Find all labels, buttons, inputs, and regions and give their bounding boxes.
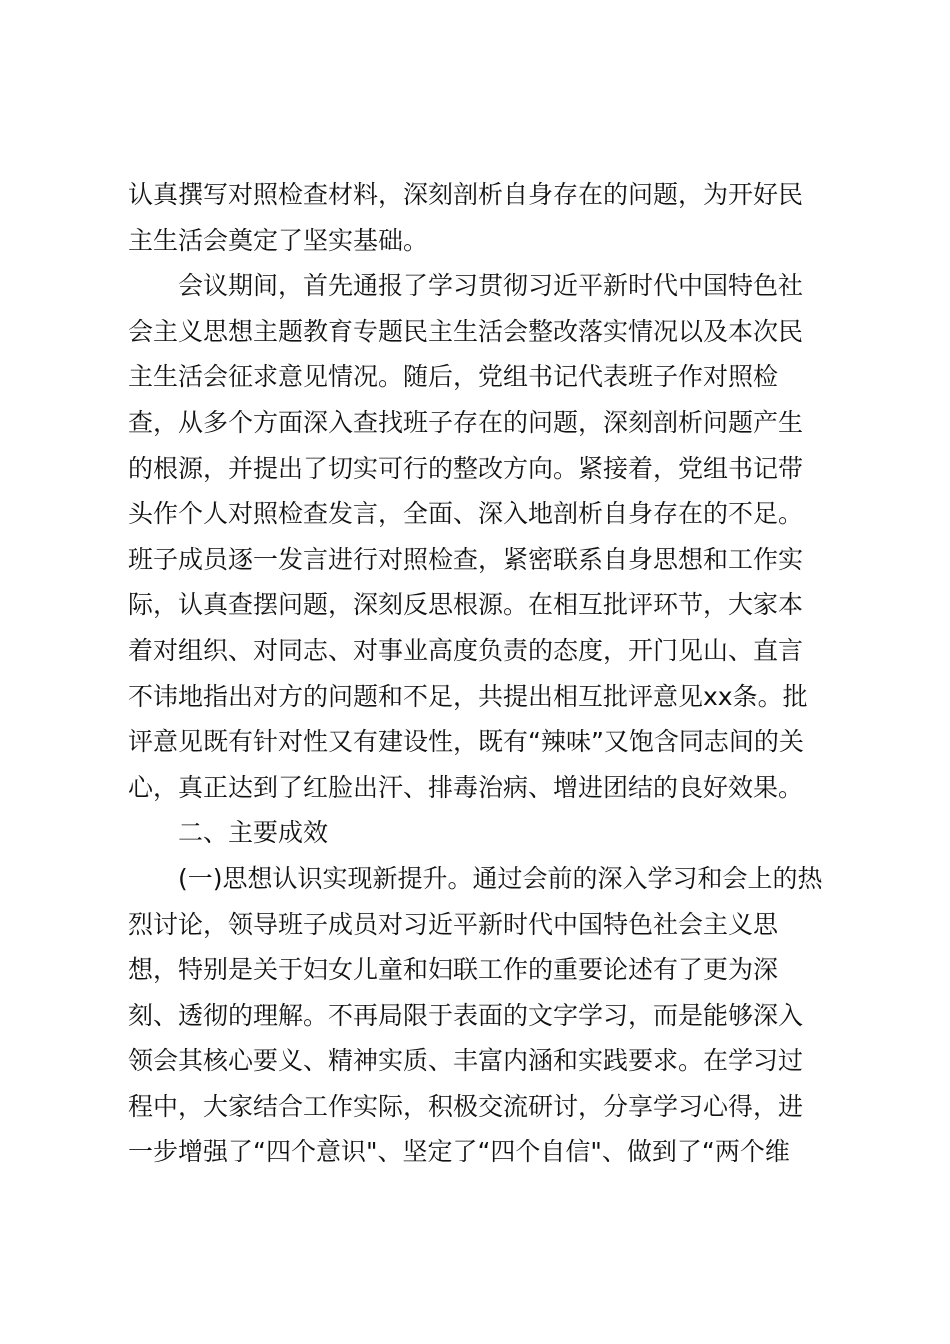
text-line-10: 际，认真查摆问题，深刻反思根源。在相互批评环节，大家本 bbox=[128, 590, 804, 620]
text-line-16: (一)思想认识实现新提升。通过会前的深入学习和会上的热 bbox=[178, 863, 823, 893]
text-line-7: 的根源，并提出了切实可行的整改方向。紧接着，党组书记带 bbox=[128, 453, 804, 483]
text-line-20: 领会其核心要义、精神实质、丰富内涵和实践要求。在学习过 bbox=[128, 1046, 804, 1076]
text-line-11: 着对组织、对同志、对事业高度负责的态度，开门见山、直言 bbox=[128, 635, 804, 665]
text-line-2: 主生活会奠定了坚实基础。 bbox=[128, 225, 429, 255]
text-line-1: 认真撰写对照检查材料，深刻剖析自身存在的问题，为开好民 bbox=[128, 180, 804, 209]
section-heading: 二、主要成效 bbox=[178, 818, 329, 848]
text-line-13: 评意见既有针对性又有建设性，既有“辣味”又饱含同志间的关 bbox=[128, 727, 804, 757]
document-body bbox=[128, 172, 830, 1175]
text-line-4: 会主义思想主题教育专题民主生活会整改落实情况以及本次民 bbox=[128, 316, 804, 346]
text-line-21: 程中，大家结合工作实际，积极交流研讨，分享学习心得，进 bbox=[128, 1091, 804, 1121]
text-line-18: 想，特别是关于妇女儿童和妇联工作的重要论述有了更为深 bbox=[128, 955, 779, 985]
text-line-17: 烈讨论，领导班子成员对习近平新时代中国特色社会主义思 bbox=[128, 909, 779, 939]
text-line-3: 会议期间，首先通报了学习贯彻习近平新时代中国特色社 bbox=[178, 271, 804, 301]
text-line-8: 头作个人对照检查发言，全面、深入地剖析自身存在的不足。 bbox=[128, 499, 804, 529]
text-line-12: 不讳地指出对方的问题和不足，共提出相互批评意见xx条。批 bbox=[128, 681, 808, 711]
text-line-6: 查，从多个方面深入查找班子存在的问题，深刻剖析问题产生 bbox=[128, 407, 804, 437]
text-line-5: 主生活会征求意见情况。随后，党组书记代表班子作对照检 bbox=[128, 362, 779, 392]
text-line-22: 一步增强了“四个意识"、坚定了“四个自信"、做到了“两个维 bbox=[128, 1137, 790, 1167]
text-line-14: 心，真正达到了红脸出汗、排毒治病、增进团结的良好效果。 bbox=[128, 772, 804, 802]
text-line-9: 班子成员逐一发言进行对照检查，紧密联系自身思想和工作实 bbox=[128, 544, 804, 574]
text-line-19: 刻、透彻的理解。不再局限于表面的文字学习，而是能够深入 bbox=[128, 1000, 804, 1030]
